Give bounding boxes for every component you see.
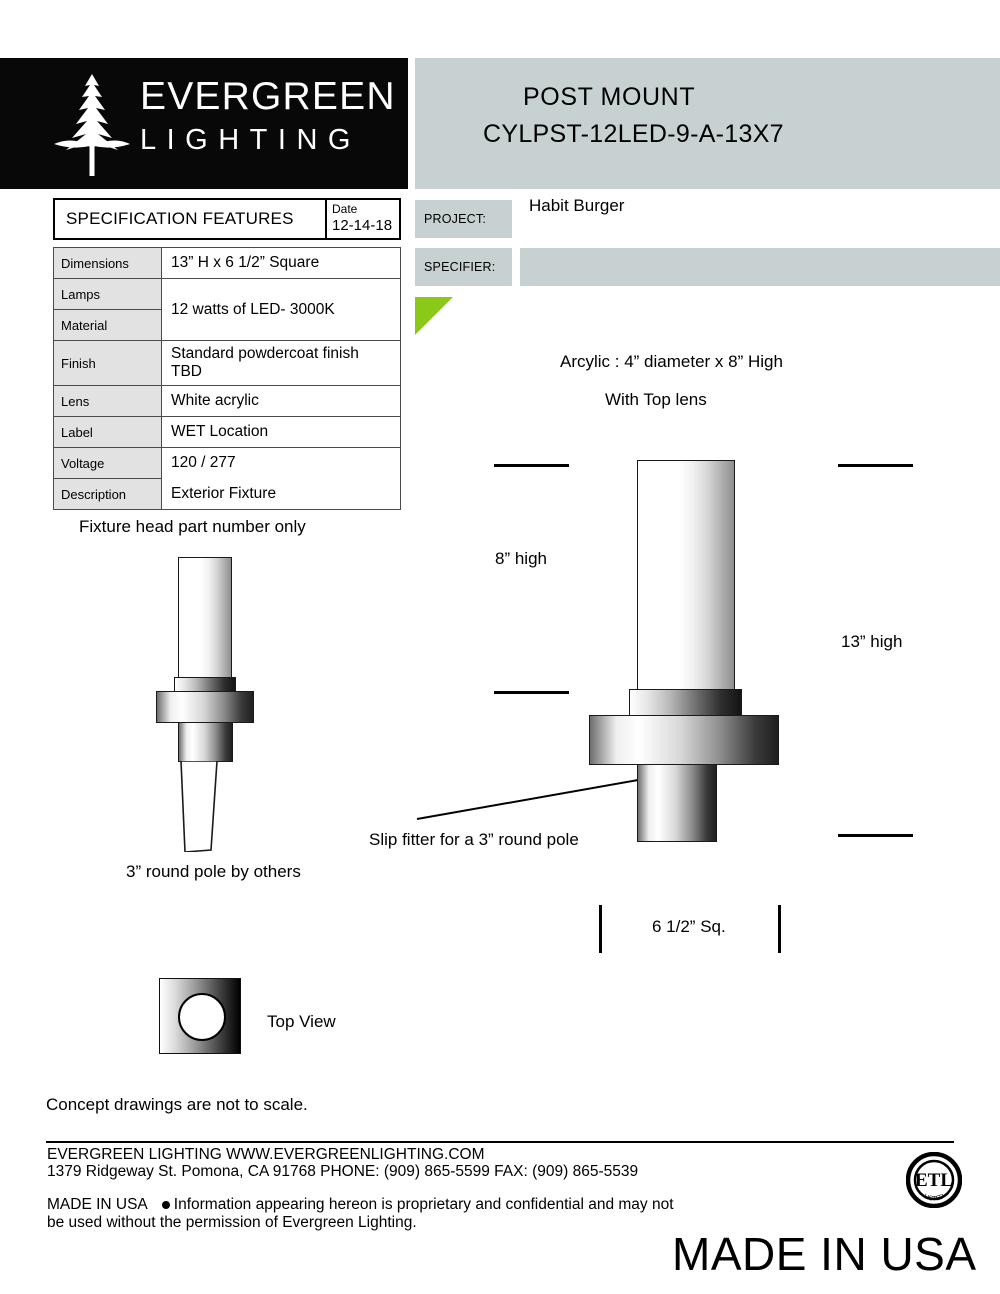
collar-large — [629, 689, 742, 717]
top-view-lens-circle — [178, 993, 226, 1041]
footer-divider — [46, 1141, 954, 1143]
round-pole-small — [180, 761, 218, 852]
page-title: POST MOUNT — [523, 83, 696, 111]
dimension-tick-width-left — [599, 905, 602, 953]
spec-key: Label — [54, 417, 162, 448]
spec-key: Lens — [54, 386, 162, 417]
slip-fitter-small — [178, 722, 233, 762]
fixture-head-drawing — [148, 557, 268, 857]
post-mount-drawing — [585, 460, 815, 860]
spec-value: 13” H x 6 1/2” Square — [162, 248, 401, 279]
dimension-tick-13-bottom — [838, 834, 913, 837]
dimension-label-8-high: 8” high — [495, 549, 547, 568]
spec-value: White acrylic — [162, 386, 401, 417]
table-row — [54, 417, 401, 448]
etl-listed-certification-icon — [906, 1152, 962, 1208]
spec-value: 120 / 277 — [162, 448, 401, 479]
part-number: CYLPST-12LED-9-A-13X7 — [483, 120, 784, 148]
spec-table-heading: SPECIFICATION FEATURES — [66, 209, 294, 228]
footer-company-website: EVERGREEN LIGHTING WWW.EVERGREENLIGHTING.COM — [47, 1146, 485, 1163]
specifier-value[interactable] — [520, 248, 1000, 286]
acrylic-dimension-note: Arcylic : 4” diameter x 8” High — [560, 352, 783, 371]
dimension-label-13-high: 13” high — [841, 632, 903, 651]
bullet-icon — [162, 1201, 170, 1209]
spec-key: Voltage — [54, 448, 162, 479]
table-row — [54, 341, 401, 386]
top-view-drawing — [159, 978, 241, 1054]
dimension-tick-width-right — [778, 905, 781, 953]
footer-disclaimer-text1: Information appearing hereon is proprietary and confidential and may not — [173, 1196, 674, 1213]
spec-value: 12 watts of LED- 3000K — [162, 279, 401, 341]
top-view-label: Top View — [267, 1012, 336, 1031]
flange-small — [156, 691, 254, 723]
spec-key: Material — [54, 310, 162, 341]
dimension-tick-13-top — [838, 464, 913, 467]
green-accent-triangle — [415, 297, 453, 335]
made-in-usa-stamp: MADE IN USA — [672, 1228, 977, 1280]
table-row — [54, 279, 401, 310]
footer-made-in-usa: MADE IN USA — [47, 1196, 148, 1213]
specifier-label: SPECIFIER: — [415, 248, 512, 286]
footer-address: 1379 Ridgeway St. Pomona, CA 91768 PHONE: (909) 865-5599 FAX: (909) 865-5539 — [47, 1163, 639, 1180]
table-row — [54, 479, 401, 510]
brand-logo-box — [0, 58, 408, 189]
spec-value: Exterior Fixture — [162, 479, 401, 510]
date-value: 12-14-18 — [332, 217, 393, 234]
dimension-tick-8-bottom — [494, 691, 569, 694]
flange-large — [589, 715, 779, 765]
specification-table — [53, 247, 401, 510]
brand-name-line1: EVERGREEN — [140, 75, 396, 118]
table-row — [54, 448, 401, 479]
slip-fitter-note: Slip fitter for a 3” round pole — [369, 830, 579, 849]
spec-date-cell — [325, 200, 399, 238]
top-lens-note: With Top lens — [605, 390, 707, 409]
brand-wordmark — [140, 74, 400, 160]
table-row — [54, 248, 401, 279]
header-title-band — [415, 58, 1000, 189]
spec-table-header — [53, 198, 401, 240]
svg-text:ETL: ETL — [914, 1170, 954, 1191]
spec-key: Description — [54, 479, 162, 510]
spec-value: Standard powdercoat finish TBD — [162, 341, 401, 386]
brand-name-line2: LIGHTING — [140, 124, 361, 156]
spec-key: Dimensions — [54, 248, 162, 279]
project-value[interactable]: Habit Burger — [520, 194, 1000, 232]
spec-key: Lamps — [54, 279, 162, 310]
footer-disclaimer-line2: be used without the permission of Evergreen Lighting. — [47, 1214, 417, 1231]
acrylic-cylinder-small — [178, 557, 232, 678]
spec-key: Finish — [54, 341, 162, 386]
not-to-scale-note: Concept drawings are not to scale. — [46, 1095, 308, 1114]
dimension-tick-8-top — [494, 464, 569, 467]
round-pole-note: 3” round pole by others — [126, 862, 301, 881]
acrylic-cylinder-large — [637, 460, 735, 690]
footer-disclaimer-line1 — [47, 1196, 674, 1214]
date-label: Date — [332, 202, 358, 216]
fixture-head-note: Fixture head part number only — [79, 517, 306, 536]
dimension-label-6-5-square: 6 1/2” Sq. — [652, 917, 726, 936]
slip-fitter-large — [637, 764, 717, 842]
spec-value: WET Location — [162, 417, 401, 448]
svg-text:LISTED: LISTED — [922, 1192, 946, 1203]
table-row — [54, 386, 401, 417]
project-label: PROJECT: — [415, 200, 512, 238]
evergreen-tree-icon — [52, 70, 132, 178]
